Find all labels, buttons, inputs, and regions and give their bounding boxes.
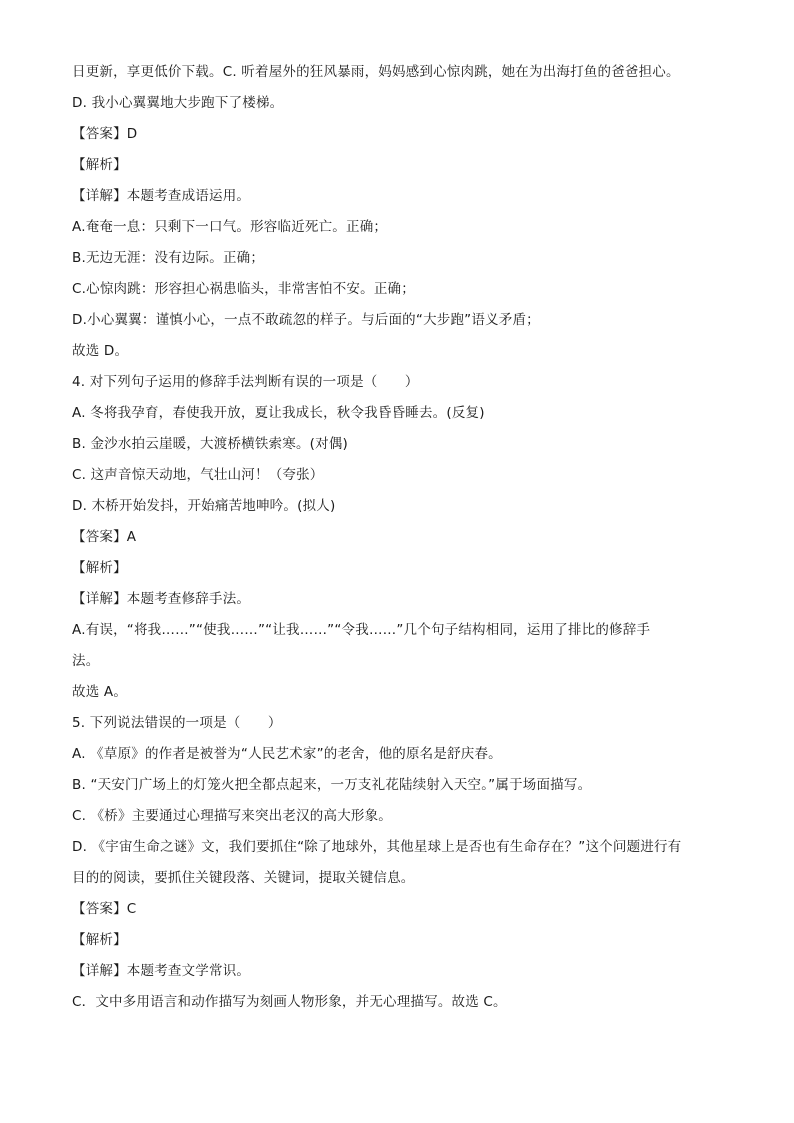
explanation-line: 法。 [72,653,100,669]
detail-line: 【详解】本题考查文学常识。 [72,963,251,979]
question-option: B. 金沙水拍云崖暖，大渡桥横铁索寒。(对偶) [72,436,348,452]
question-title: 5. 下列说法错误的一项是（ ） [72,715,282,731]
question-option: C. 这声音惊天动地，气壮山河！（夸张） [72,467,324,483]
question-option: A. 《草原》的作者是被誉为“人民艺术家”的老舍，他的原名是舒庆春。 [72,746,502,762]
explanation-line: C.心惊肉跳：形容担心祸患临头，非常害怕不安。正确； [72,281,415,297]
answer-label: 【答案】C [72,901,137,917]
conclusion-line: C．文中多用语言和动作描写为刻画人物形象，并无心理描写。故选 C。 [72,994,507,1010]
question-option: B. “天安门广场上的灯笼火把全都点起来，一万支礼花陆续射入天空。”属于场面描写。 [72,777,592,793]
explanation-line: D.小心翼翼：谨慎小心，一点不敢疏忽的样子。与后面的“大步跑”语义矛盾； [72,312,540,328]
question-option: D. 《宇宙生命之谜》文，我们要抓住“除了地球外，其他星球上是否也有生命存在？”这个问题进行有 [72,839,682,855]
text-line: 日更新，享更低价下载。C. 听着屋外的狂风暴雨，妈妈感到心惊肉跳，她在为出海打鱼的爸爸担心。 [72,64,680,80]
question-option: 目的的阅读，要抓住关键段落、关键词，提取关键信息。 [72,870,415,886]
explanation-line: A.有误，“将我……”“使我……”“让我……”“令我……”几个句子结构相同，运用了排比的修辞手 [72,622,651,638]
question-title: 4. 对下列句子运用的修辞手法判断有误的一项是（ ） [72,374,419,390]
question-option: A. 冬将我孕育，春使我开放，夏让我成长，秋令我昏昏睡去。(反复) [72,405,485,421]
detail-line: 【详解】本题考查修辞手法。 [72,591,251,607]
analysis-label: 【解析】 [72,560,127,576]
analysis-label: 【解析】 [72,157,127,173]
conclusion-line: 故选 D。 [72,343,129,359]
answer-label: 【答案】A [72,529,137,545]
question-option: C. 《桥》主要通过心理描写来突出老汉的高大形象。 [72,808,393,824]
analysis-label: 【解析】 [72,932,127,948]
explanation-line: B.无边无涯：没有边际。正确； [72,250,265,266]
conclusion-line: 故选 A。 [72,684,128,700]
document-body [72,62,726,1023]
answer-label: 【答案】D [72,126,138,142]
explanation-line: A.奄奄一息：只剩下一口气。形容临近死亡。正确； [72,219,388,235]
detail-line: 【详解】本题考查成语运用。 [72,188,251,204]
question-option: D. 木桥开始发抖，开始痛苦地呻吟。(拟人) [72,498,336,514]
question-option: D. 我小心翼翼地大步跑下了楼梯。 [72,95,284,111]
